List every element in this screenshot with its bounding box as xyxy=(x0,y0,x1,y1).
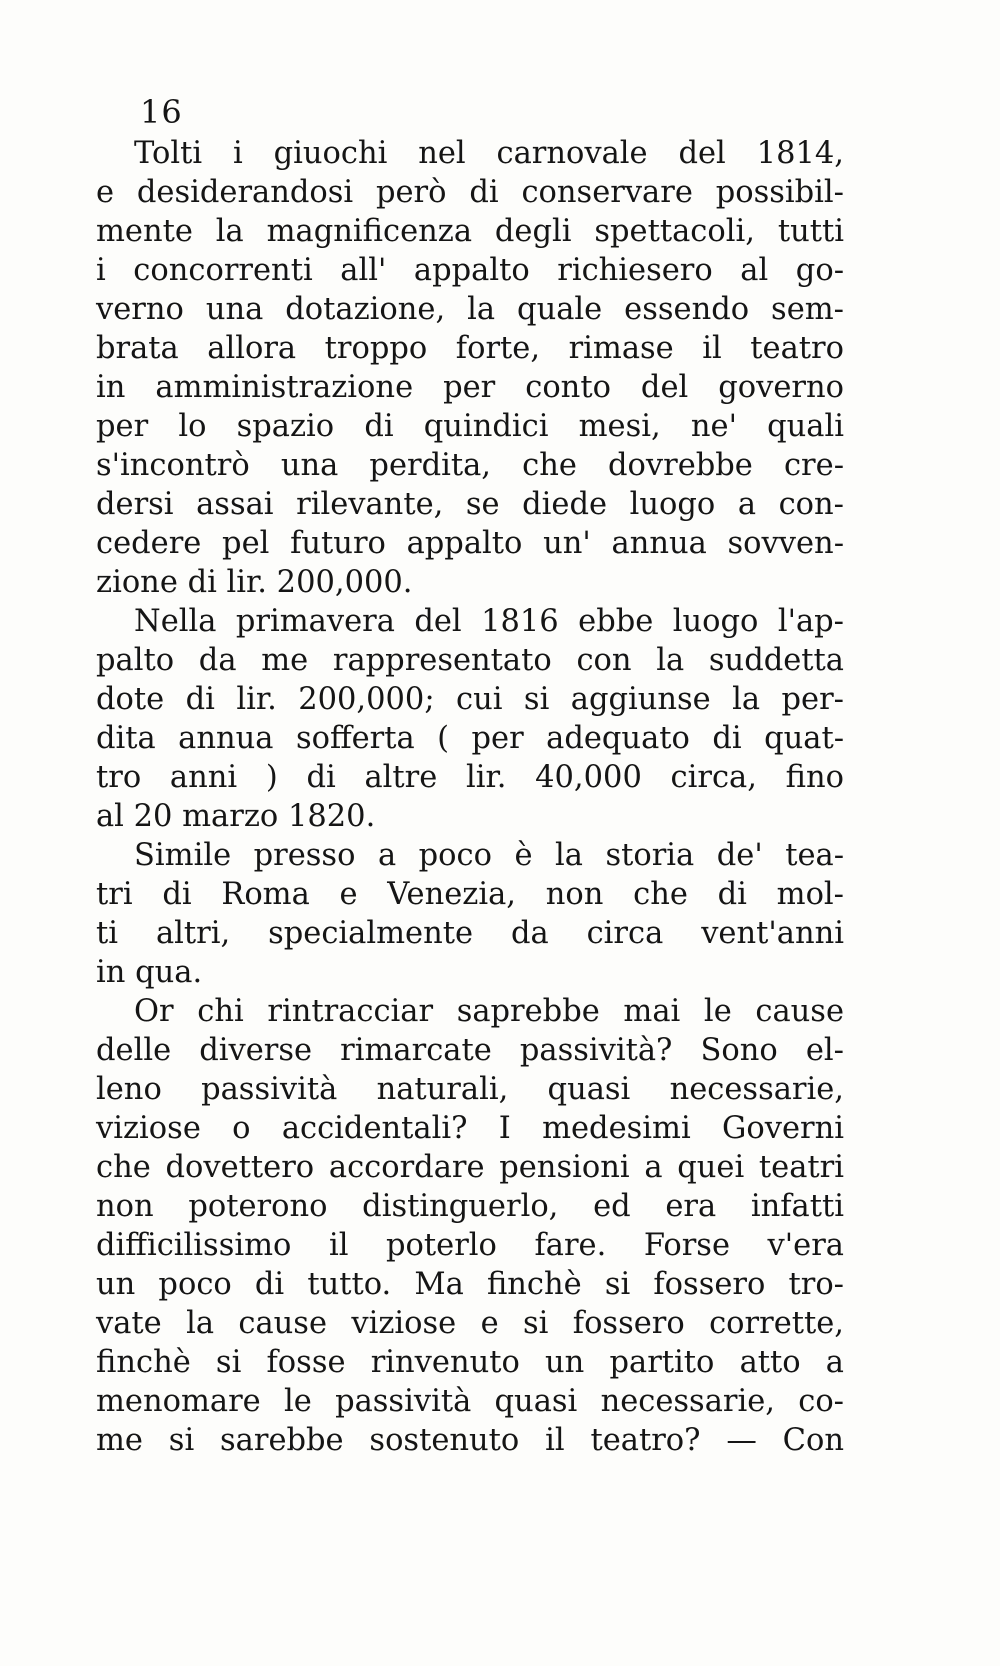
text-line: brata allora troppo forte, rimase il teatro xyxy=(96,331,844,366)
paragraph xyxy=(96,134,844,602)
text-line: difficilissimo il poterlo fare. Forse v'era xyxy=(96,1228,844,1263)
page-number: 16 xyxy=(140,93,183,131)
text-line: vate la cause viziose e si fossero corrette, xyxy=(96,1306,844,1341)
body-text xyxy=(96,134,844,1460)
text-line: verno una dotazione, la quale essendo sem- xyxy=(96,292,844,327)
text-line: Nella primavera del 1816 ebbe luogo l'ap- xyxy=(134,604,844,639)
text-line: dote di lir. 200,000; cui si aggiunse la per- xyxy=(96,682,844,717)
text-line: finchè si fosse rinvenuto un partito atto a xyxy=(96,1345,844,1380)
text-line: Tolti i giuochi nel carnovale del 1814, xyxy=(134,136,844,171)
text-line: delle diverse rimarcate passività? Sono el- xyxy=(96,1033,844,1068)
text-line: cedere pel futuro appalto un' annua sovven- xyxy=(96,526,844,561)
paragraph xyxy=(96,836,844,992)
text-line: menomare le passività quasi necessarie, co- xyxy=(96,1384,844,1419)
text-line: e desiderandosi però di conservare possibil- xyxy=(96,175,844,210)
text-line: al 20 marzo 1820. xyxy=(96,799,376,834)
text-line: per lo spazio di quindici mesi, ne' quali xyxy=(96,409,844,444)
text-line: un poco di tutto. Ma finchè si fossero tro- xyxy=(96,1267,844,1302)
text-line: dersi assai rilevante, se diede luogo a con- xyxy=(96,487,844,522)
text-line: leno passività naturali, quasi necessarie, xyxy=(96,1072,844,1107)
text-line: in qua. xyxy=(96,955,203,990)
text-line: viziose o accidentali? I medesimi Governi xyxy=(96,1111,844,1146)
text-line: mente la magnificenza degli spettacoli, tutti xyxy=(96,214,844,249)
text-line: i concorrenti all' appalto richiesero al go- xyxy=(96,253,844,288)
text-line: zione di lir. 200,000. xyxy=(96,565,413,600)
text-line: Simile presso a poco è la storia de' tea- xyxy=(134,838,844,873)
text-line: tro anni ) di altre lir. 40,000 circa, fino xyxy=(96,760,844,795)
text-line: che dovettero accordare pensioni a quei teatri xyxy=(96,1150,844,1185)
text-line: s'incontrò una perdita, che dovrebbe cre- xyxy=(96,448,844,483)
text-line: Or chi rintracciar saprebbe mai le cause xyxy=(134,994,844,1029)
text-line: non poterono distinguerlo, ed era infatti xyxy=(96,1189,844,1224)
text-line: in amministrazione per conto del governo xyxy=(96,370,844,405)
paragraph xyxy=(96,992,844,1460)
text-line: dita annua sofferta ( per adequato di quat- xyxy=(96,721,844,756)
text-line: tri di Roma e Venezia, non che di mol- xyxy=(96,877,844,912)
text-line: me si sarebbe sostenuto il teatro? — Con xyxy=(96,1423,844,1458)
text-line: ti altri, specialmente da circa vent'anni xyxy=(96,916,844,951)
paragraph xyxy=(96,602,844,836)
text-line: palto da me rappresentato con la suddetta xyxy=(96,643,844,678)
